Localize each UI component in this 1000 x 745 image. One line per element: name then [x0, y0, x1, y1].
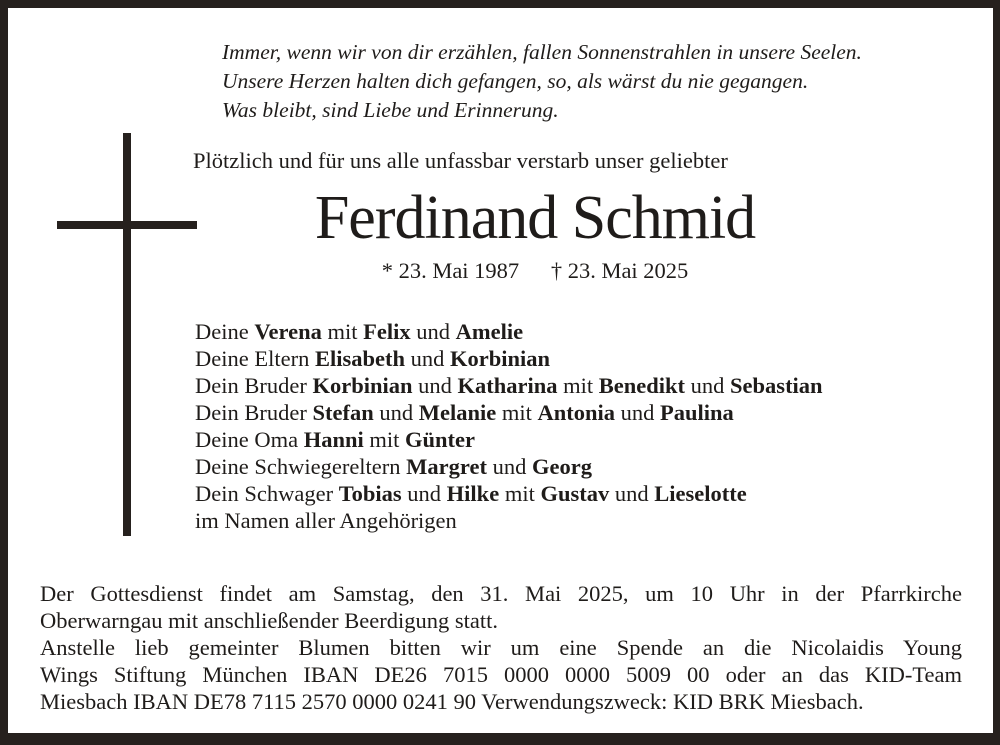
- service-and-donation-info: [40, 580, 962, 715]
- epigraph-line: Was bleibt, sind Liebe und Erinnerung.: [222, 98, 559, 122]
- donation-info-line: Wings Stiftung München IBAN DE26 7015 0000 0000 5009 00 oder an das KID-Team: [40, 662, 962, 687]
- mourners-list: [195, 318, 823, 534]
- mourner-line: Deine Eltern Elisabeth und Korbinian: [195, 346, 551, 371]
- mourner-line: Deine Schwiegereltern Margret und Georg: [195, 454, 592, 479]
- epigraph-line: Immer, wenn wir von dir erzählen, fallen Sonnenstrahlen in unsere Seelen.: [222, 40, 862, 64]
- death-date: † 23. Mai 2025: [550, 258, 689, 283]
- death-announcement-line: Plötzlich und für uns alle unfassbar verstarb unser geliebter: [193, 148, 728, 173]
- mourner-line: im Namen aller Angehörigen: [195, 508, 457, 533]
- mourner-line: Dein Bruder Stefan und Melanie mit Antonia und Paulina: [195, 400, 734, 425]
- mourner-line: Deine Verena mit Felix und Amelie: [195, 319, 524, 344]
- epigraph-line: Unsere Herzen halten dich gefangen, so, als wärst du nie gegangen.: [222, 69, 809, 93]
- service-info-line: Oberwarngau mit anschließender Beerdigung statt.: [40, 608, 498, 633]
- mourner-line: Dein Schwager Tobias und Hilke mit Gustav und Lieselotte: [195, 481, 747, 506]
- mourner-line: Deine Oma Hanni mit Günter: [195, 427, 476, 452]
- epigraph: [222, 38, 862, 125]
- memorial-cross-icon: [57, 221, 197, 229]
- birth-date: * 23. Mai 1987: [381, 258, 520, 283]
- mourner-line: Dein Bruder Korbinian und Katharina mit Benedikt und Sebastian: [195, 373, 823, 398]
- donation-info-line: Anstelle lieb gemeinter Blumen bitten wir um eine Spende an die Nicolaidis Young: [40, 635, 962, 660]
- service-info-line: Der Gottesdienst findet am Samstag, den 31. Mai 2025, um 10 Uhr in der Pfarrkirche: [40, 581, 962, 606]
- deceased-name: Ferdinand Schmid: [314, 184, 756, 252]
- life-dates: [195, 256, 875, 285]
- memorial-cross-icon: [123, 133, 131, 536]
- donation-info-line: Miesbach IBAN DE78 7115 2570 0000 0241 90 Verwendungszweck: KID BRK Miesbach.: [40, 689, 864, 714]
